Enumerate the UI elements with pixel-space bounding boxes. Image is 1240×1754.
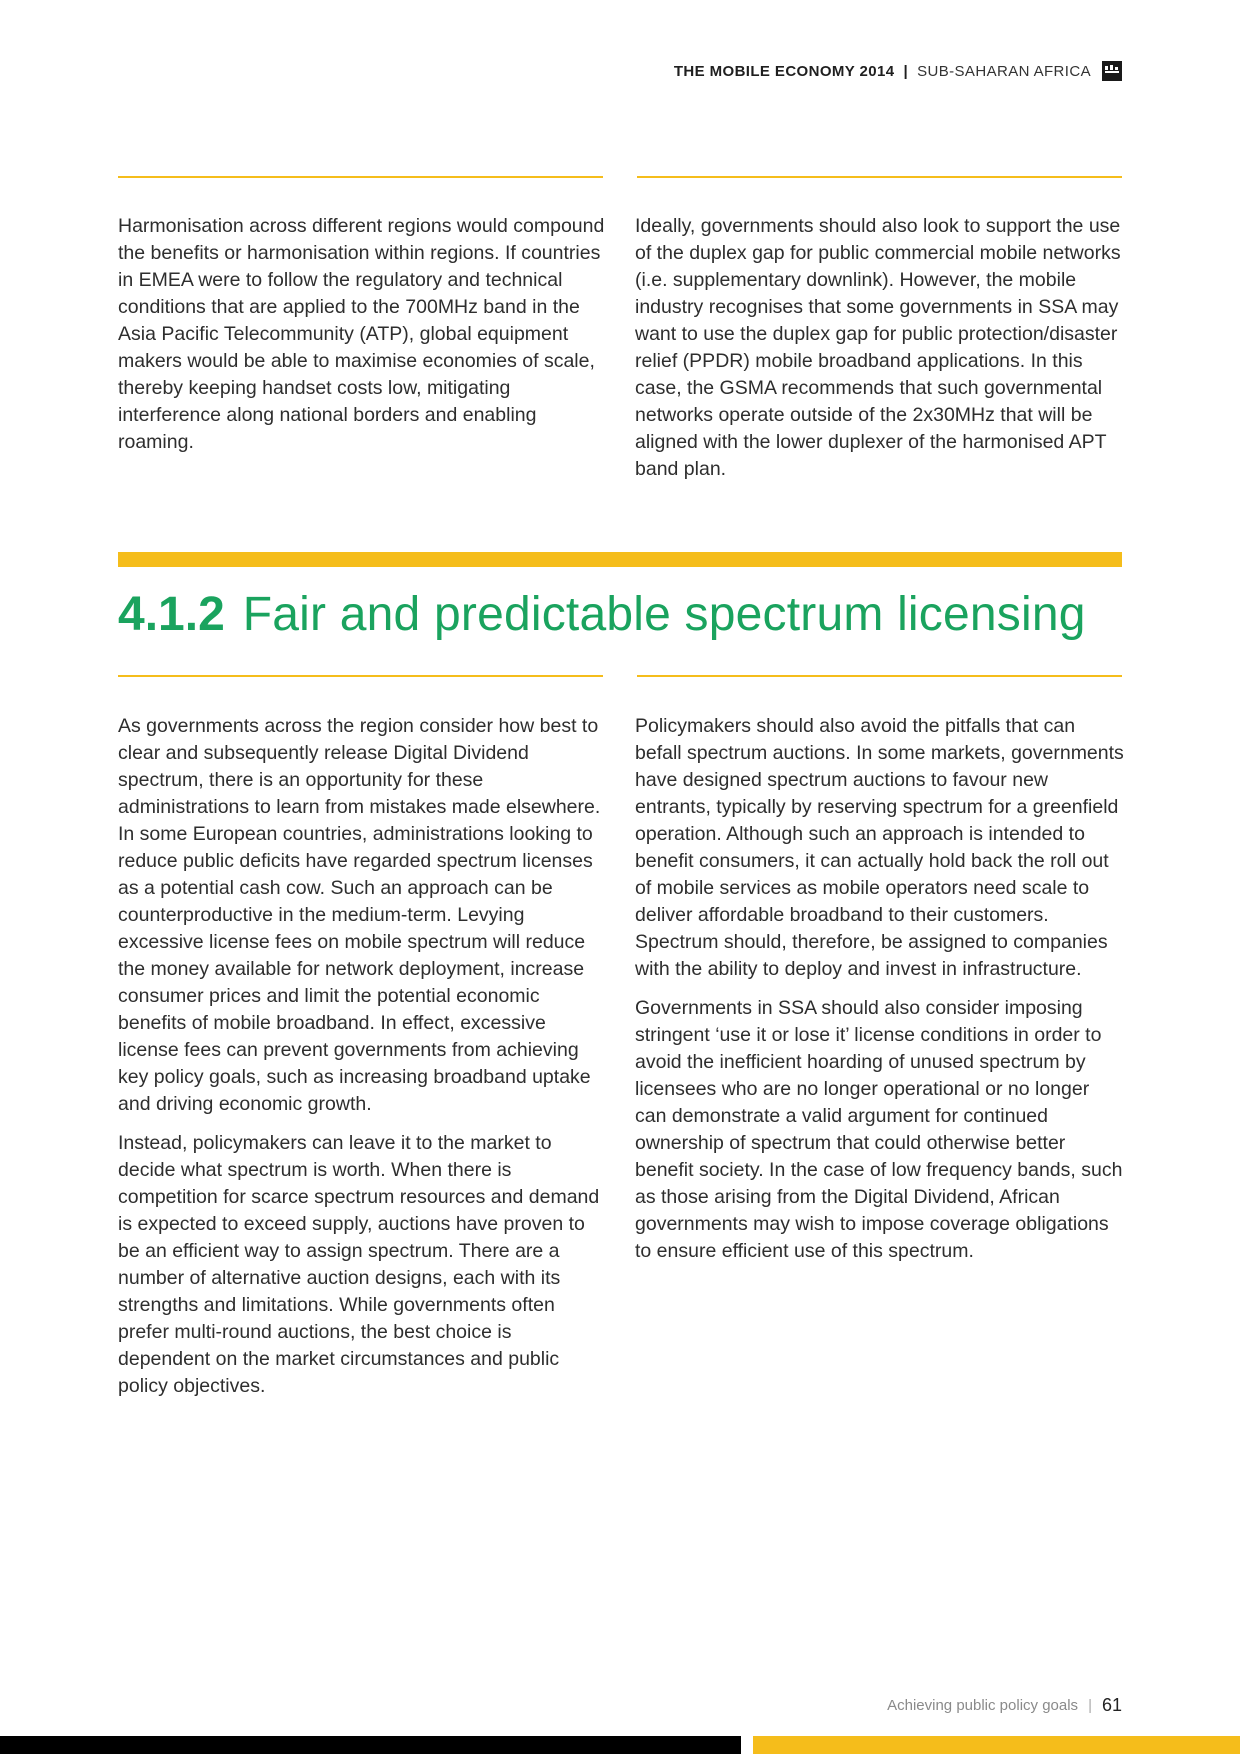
section-rule-left <box>118 675 603 677</box>
column-rule-left <box>118 176 603 178</box>
top-right-column <box>635 213 1125 495</box>
section-heading <box>118 583 1086 647</box>
paragraph: As governments across the region consider how best to clear and subsequently release Digital Dividend spectrum, there is an opportunity for these administrations to learn from mistakes made elsewhere. In some European countries, administrations looking to reduce public deficits have regarded spectrum licenses as a potential cash cow. Such an approach can be counterproductive in the medium-term. Levying excessive license fees on mobile spectrum will reduce the money available for network deployment, increase consumer prices and limit the potential economic benefits of mobile broadband. In effect, excessive license fees can prevent governments from achieving key policy goals, such as increasing broadband uptake and driving economic growth. <box>118 715 601 1115</box>
footer-section-label: Achieving public policy goals <box>887 1696 1079 1714</box>
publication-title: THE MOBILE ECONOMY 2014 <box>673 62 895 80</box>
section-left-column <box>118 713 608 1412</box>
paragraph: Governments in SSA should also consider imposing stringent ‘use it or lose it’ license conditions in order to avoid the inefficient hoarding of unused spectrum by licensees who are no longer operational or no longer can demonstrate a valid argument for continued ownership of spectrum that could otherwise better benefit society. In the case of low frequency bands, such as those arising from the Digital Dividend, African governments may wish to impose coverage obligations to ensure efficient use of this spectrum. <box>635 997 1123 1262</box>
section-title: Fair and predictable spectrum licensing <box>242 588 1086 641</box>
paragraph: Ideally, governments should also look to support the use of the duplex gap for public commercial mobile networks (i.e. supplementary downlink). However, the mobile industry recognises that some governments in SSA may want to use the duplex gap for public protection/disaster relief (PPDR) mobile broadband applications. In this case, the GSMA recommends that such governmental networks operate outside of the 2x30MHz that will be aligned with the lower duplexer of the harmonised APT band plan. <box>635 215 1121 480</box>
section-rule-right <box>637 675 1122 677</box>
region-label: SUB-SAHARAN AFRICA <box>917 62 1091 80</box>
section-right-column <box>635 713 1125 1277</box>
paragraph: Instead, policymakers can leave it to the market to decide what spectrum is worth. When there is competition for scarce spectrum resources and demand is expected to exceed supply, auctions have proven to be an efficient way to assign spectrum. There are a number of alternative auction designs, each with its strengths and limitations. While governments often prefer multi-round auctions, the best choice is dependent on the market circumstances and public policy objectives. <box>118 1132 600 1397</box>
paragraph: Harmonisation across different regions would compound the benefits or harmonisation within regions. If countries in EMEA were to follow the regulatory and technical conditions that are applied to the 700MHz band in the Asia Pacific Telecommunity (ATP), global equipment makers would be able to maximise economies of scale, thereby keeping handset costs low, mitigating interference along national borders and enabling roaming. <box>118 215 605 453</box>
footer-bar-black <box>0 1736 741 1754</box>
gsma-logo-icon <box>1102 61 1122 81</box>
footer-bar-yellow <box>753 1736 1240 1754</box>
page-footer <box>887 1693 1122 1717</box>
running-header <box>674 60 1122 82</box>
page-number: 61 <box>1101 1694 1122 1715</box>
top-left-column <box>118 213 608 468</box>
header-separator: | <box>903 62 909 80</box>
paragraph: Policymakers should also avoid the pitfalls that can befall spectrum auctions. In some markets, governments have designed spectrum auctions to favour new entrants, typically by reserving spectrum for a greenfield operation. Although such an approach is intended to benefit consumers, it can actually hold back the roll out of mobile services as mobile operators need scale to deliver affordable broadband to their customers. Spectrum should, therefore, be assigned to companies with the ability to deploy and invest in infrastructure. <box>635 715 1124 980</box>
section-divider-band <box>118 552 1122 567</box>
section-number: 4.1.2 <box>118 588 225 641</box>
column-rule-right <box>637 176 1122 178</box>
footer-separator: | <box>1088 1696 1092 1714</box>
